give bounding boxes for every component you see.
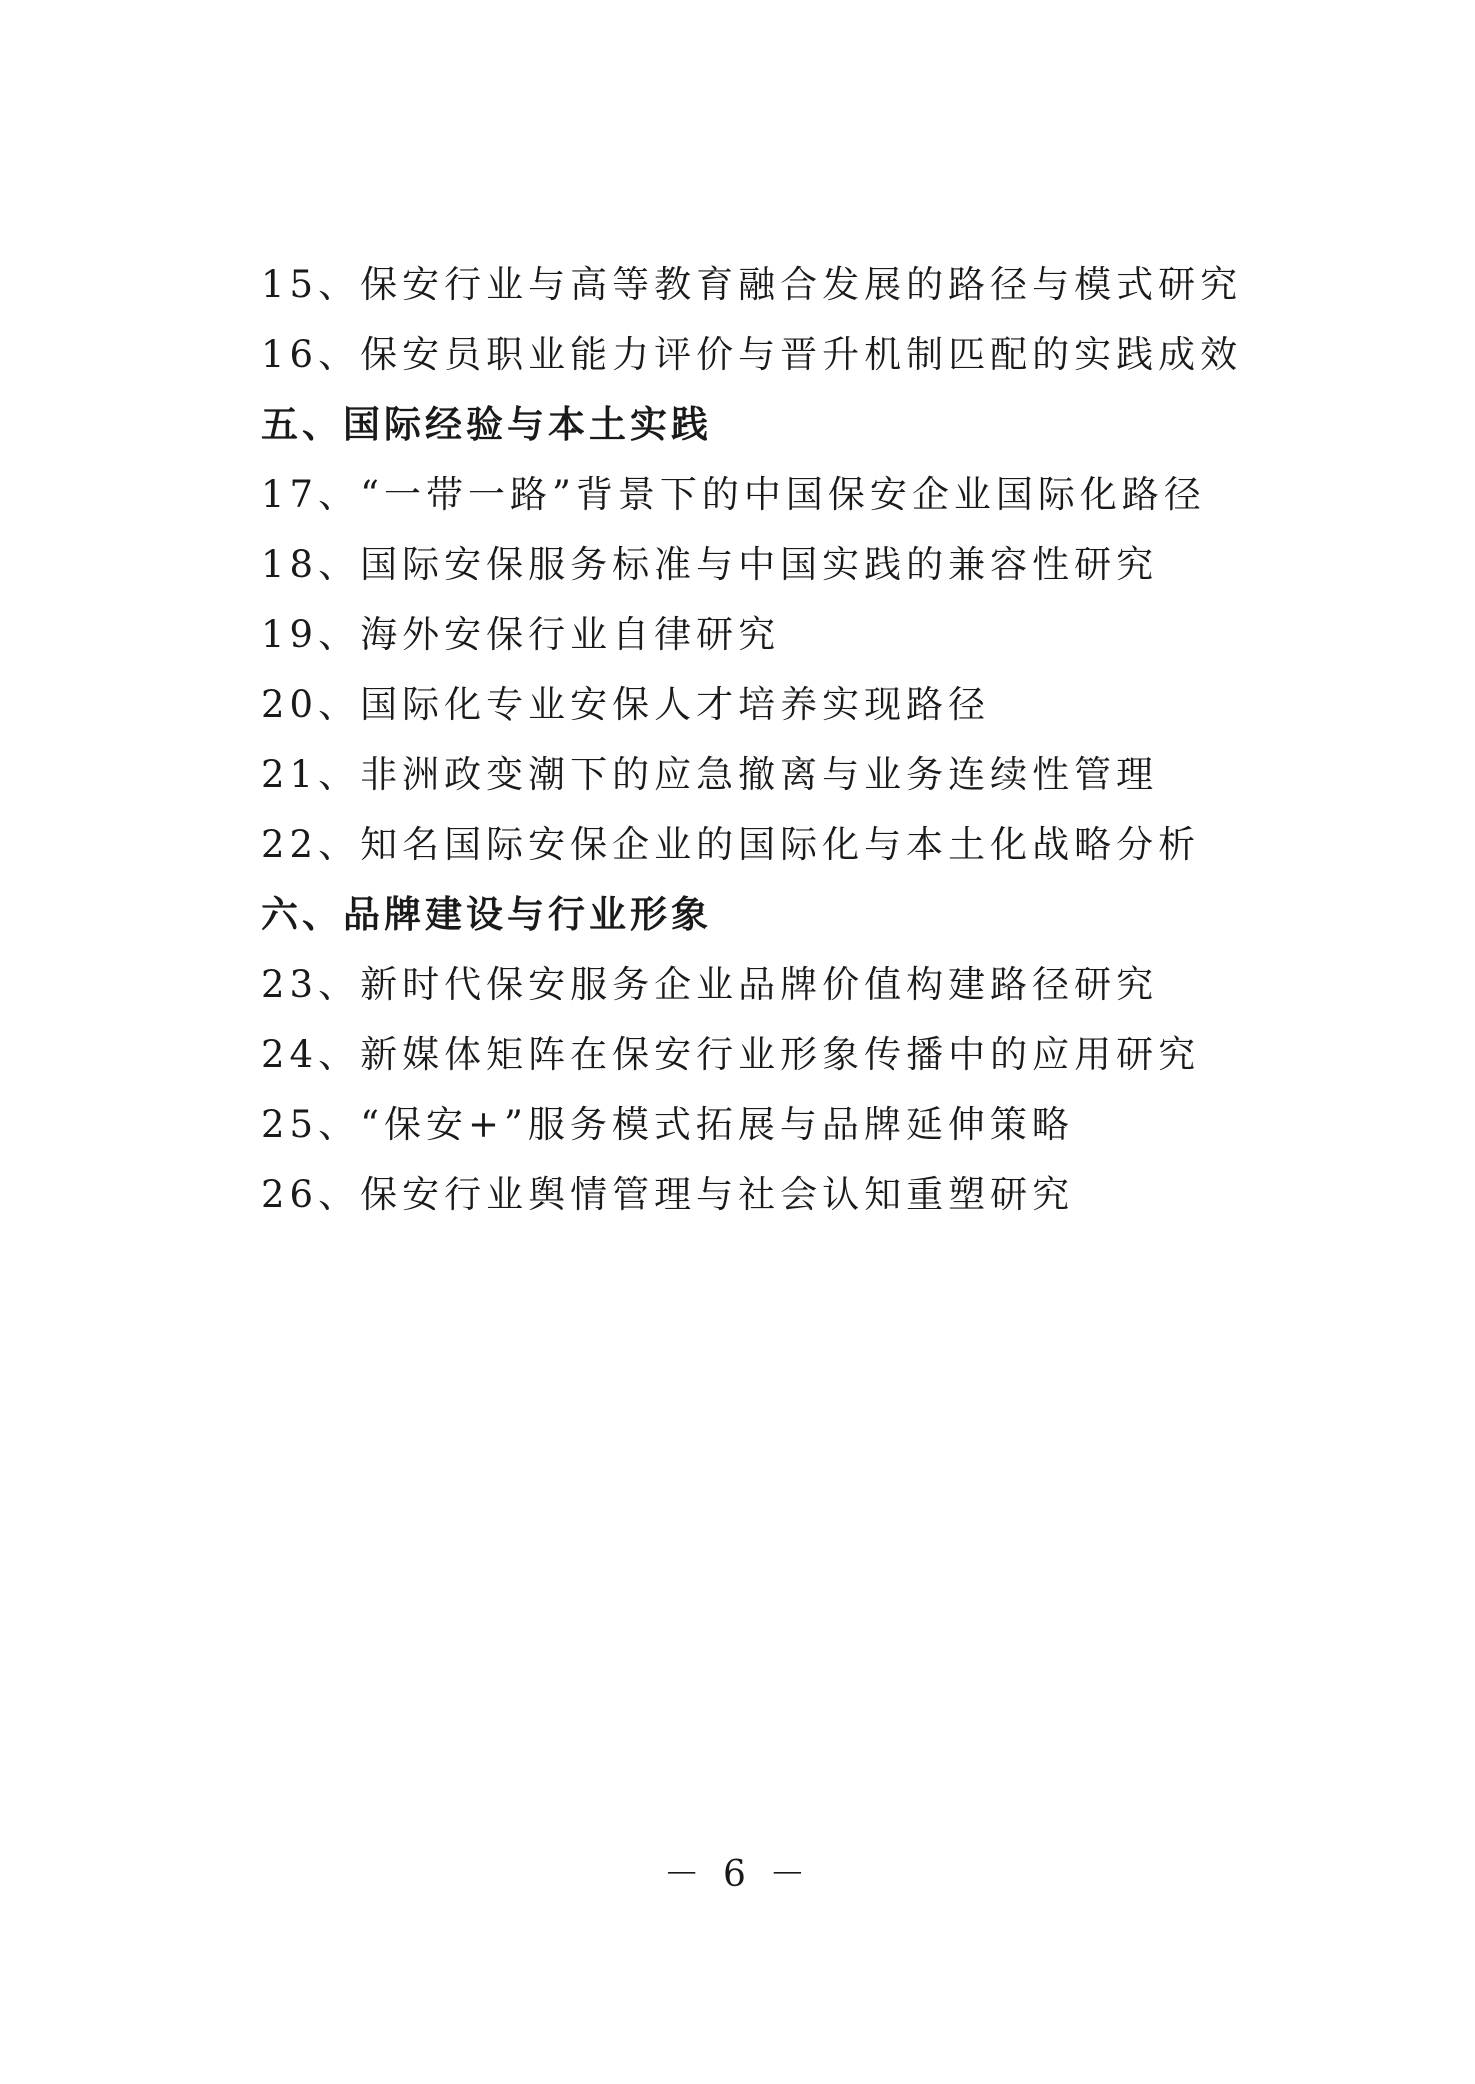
section-heading: 五、国际经验与本土实践 — [261, 403, 712, 446]
list-item: 23、新时代保安服务企业品牌价值构建路径研究 — [261, 963, 1159, 1006]
list-item: 22、知名国际安保企业的国际化与本土化战略分析 — [261, 823, 1201, 866]
list-item: 18、国际安保服务标准与中国实践的兼容性研究 — [261, 543, 1159, 586]
topic-list — [261, 250, 1261, 1230]
list-item: 26、保安行业舆情管理与社会认知重塑研究 — [261, 1173, 1075, 1216]
list-item: 21、非洲政变潮下的应急撤离与业务连续性管理 — [261, 753, 1159, 796]
list-item: 19、海外安保行业自律研究 — [261, 613, 781, 656]
page-number: － 6 － — [663, 1854, 812, 1895]
list-item: 15、保安行业与高等教育融合发展的路径与模式研究 — [261, 263, 1243, 306]
section-heading: 六、品牌建设与行业形象 — [261, 893, 712, 936]
list-item: 24、新媒体矩阵在保安行业形象传播中的应用研究 — [261, 1033, 1201, 1076]
list-item: 20、国际化专业安保人才培养实现路径 — [261, 683, 991, 726]
list-item: 16、保安员职业能力评价与晋升机制匹配的实践成效 — [261, 333, 1243, 376]
list-item: 25、“保安+”服务模式拓展与品牌延伸策略 — [261, 1103, 1074, 1146]
list-item: 17、“一带一路”背景下的中国保安企业国际化路径 — [261, 473, 1206, 516]
